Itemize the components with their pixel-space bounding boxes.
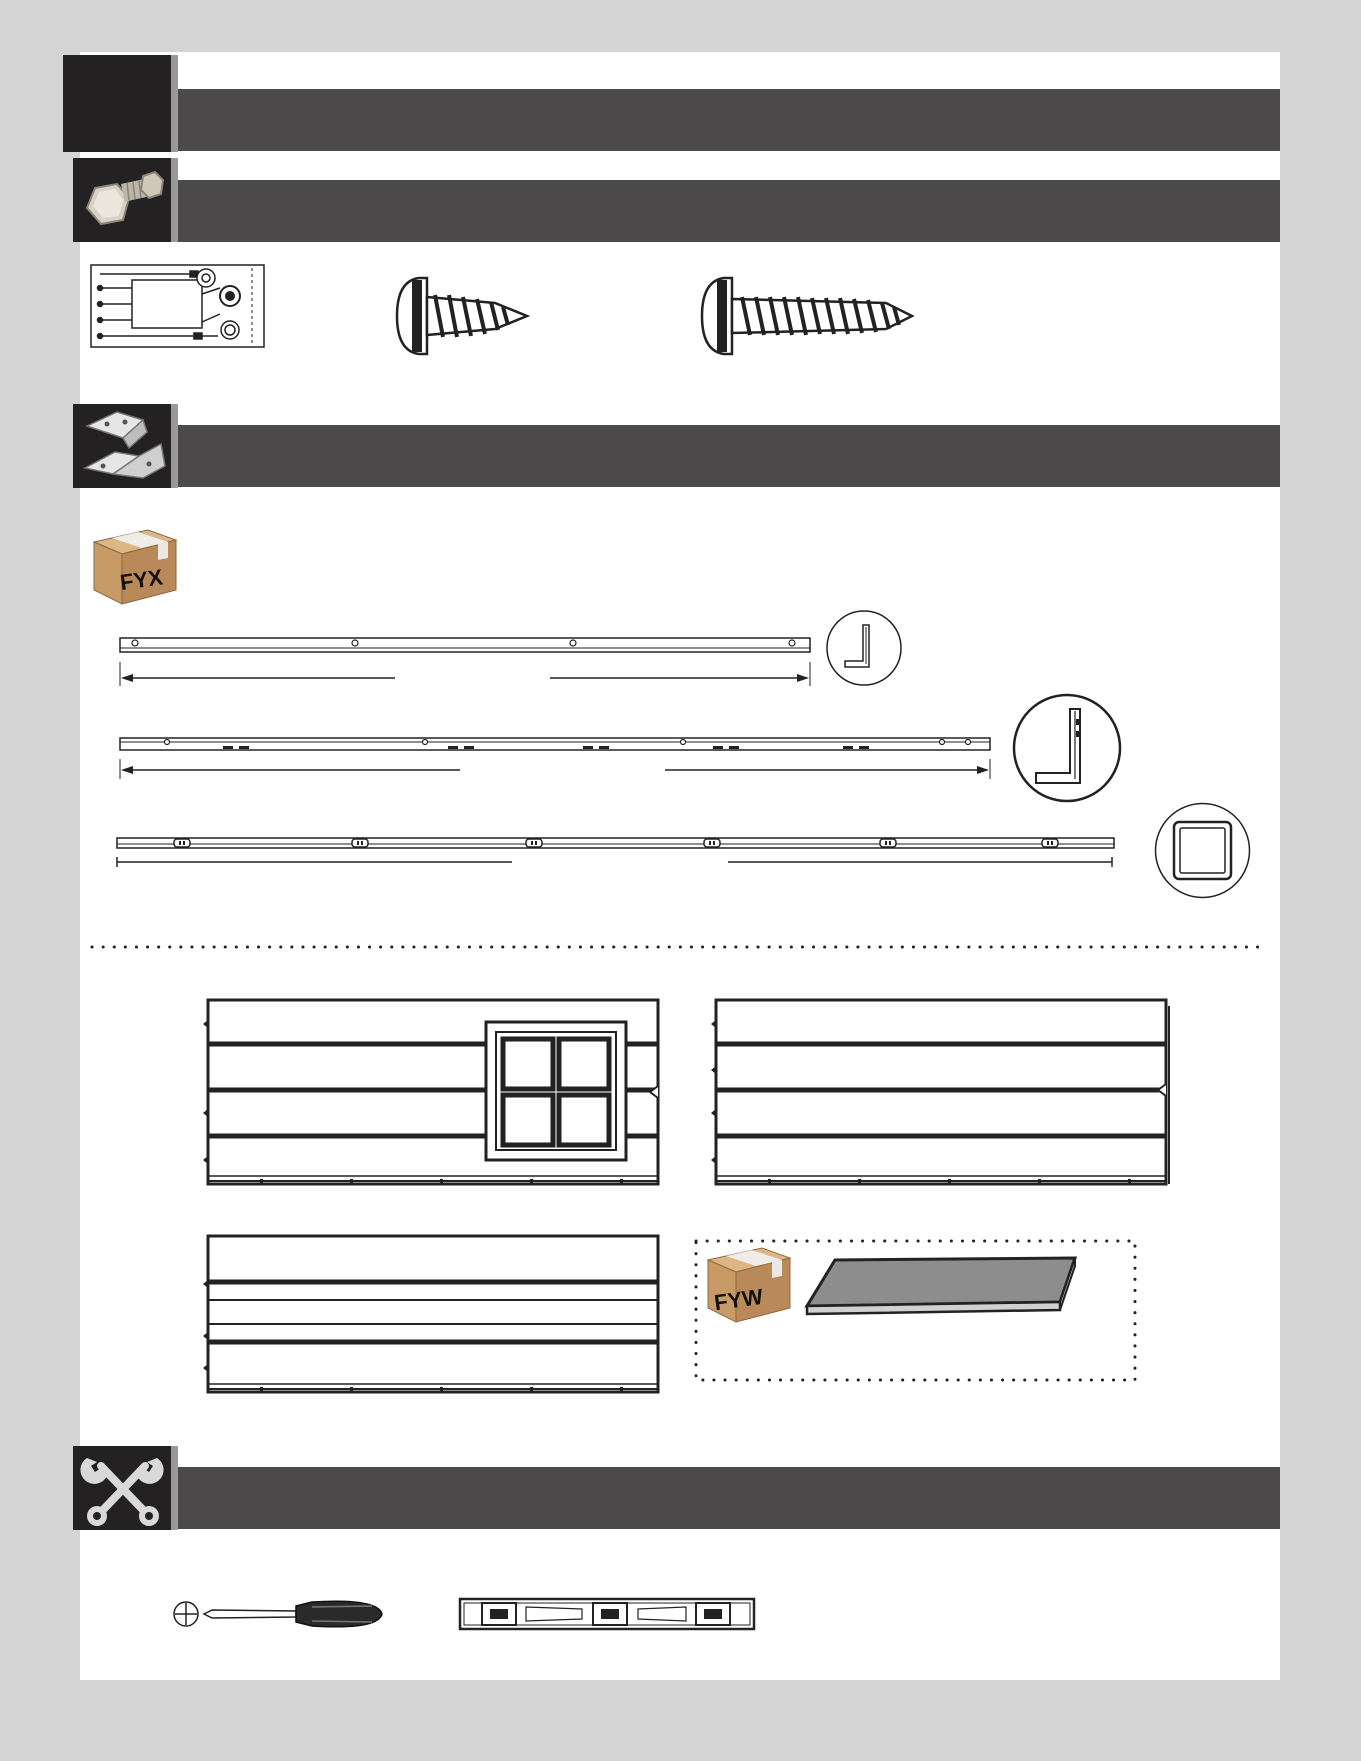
window-wall-panel-icon	[200, 996, 665, 1190]
long-screw-diagram	[700, 275, 915, 357]
parts-icon-accent	[171, 404, 178, 488]
shelf-board-icon	[805, 1256, 1077, 1316]
short-wall-panel	[200, 1232, 665, 1398]
spirit-level-icon	[458, 1597, 756, 1631]
shelf-crate	[706, 1246, 792, 1324]
parts-section-icon-box	[73, 404, 171, 488]
angle-rail-extra-long	[115, 733, 995, 781]
short-screw-diagram	[395, 275, 530, 357]
angle-profile-small-icon	[825, 609, 903, 687]
angle-rail-extra-long-profile	[1012, 693, 1122, 803]
window-wall-panel	[200, 996, 665, 1190]
hardware-bag-icon	[90, 264, 265, 348]
tools-header-band	[178, 1467, 1280, 1529]
cardboard-box-icon	[706, 1246, 792, 1324]
frame-crate-label: FYX	[118, 564, 165, 596]
short-wall-panel-icon	[200, 1232, 665, 1398]
pan-head-screw-long-icon	[700, 275, 915, 357]
angle-rail-long-icon	[115, 636, 815, 688]
hardware-header-band	[178, 180, 1280, 242]
shelf-board	[805, 1256, 1077, 1316]
hardware-section-icon-box	[73, 158, 171, 242]
cardboard-box-icon	[92, 528, 178, 606]
section-divider	[90, 944, 1270, 950]
angle-rail-long-profile	[825, 609, 903, 687]
angle-bracket-icon	[73, 404, 171, 488]
square-tube-icon	[114, 832, 1119, 874]
tools-icon-accent	[171, 1446, 178, 1530]
plain-wall-panel	[708, 996, 1173, 1190]
screwdriver-tool	[172, 1596, 386, 1632]
hardware-bag-diagram	[90, 264, 265, 348]
square-profile-icon	[1154, 802, 1251, 899]
step-number-block	[63, 55, 171, 152]
square-tube	[114, 832, 1119, 874]
pan-head-screw-short-icon	[395, 275, 530, 357]
tools-section-icon-box	[73, 1446, 171, 1530]
angle-profile-large-icon	[1012, 693, 1122, 803]
shelf-crate-label: FYW	[712, 1283, 765, 1316]
parts-header-band	[178, 425, 1280, 487]
step-header-band	[178, 89, 1280, 151]
level-tool	[458, 1597, 756, 1631]
step-accent-strip	[171, 55, 178, 152]
crossed-wrenches-icon	[73, 1446, 171, 1530]
plain-wall-panel-icon	[708, 996, 1173, 1190]
square-tube-profile	[1154, 802, 1251, 899]
phillips-screwdriver-icon	[172, 1596, 386, 1632]
frame-crate	[92, 528, 178, 606]
angle-rail-extra-long-icon	[115, 733, 995, 781]
angle-rail-long	[115, 636, 815, 688]
hardware-icon-accent	[171, 158, 178, 242]
bolt-nut-icon	[73, 158, 171, 242]
